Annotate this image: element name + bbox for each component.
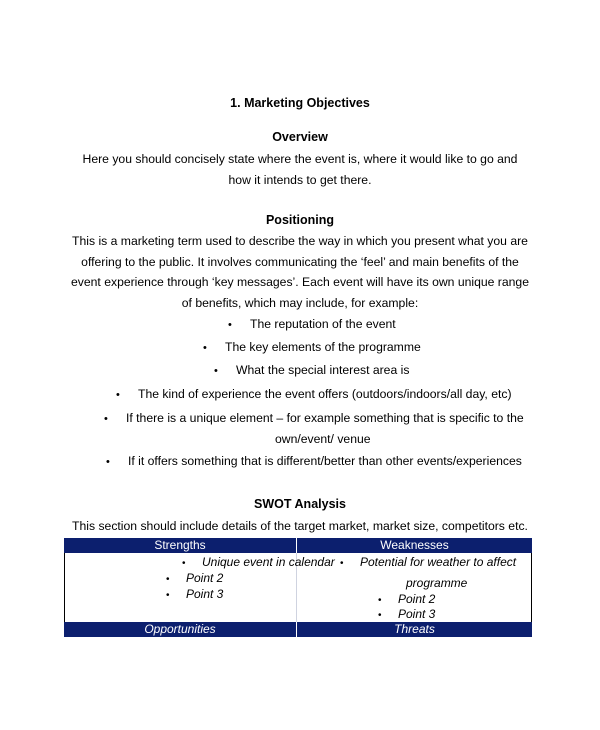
positioning-line: of benefits, which may include, for example: <box>181 295 419 310</box>
weakness-continuation: programme <box>406 576 468 590</box>
bullet-icon: • <box>203 342 207 354</box>
weakness-text: Point 3 <box>398 607 436 621</box>
swot-intro-line: This section should include details of the target market, market size, competitors etc. <box>72 519 528 533</box>
overview-line: how it intends to get there. <box>228 172 372 187</box>
opportunities-header: Opportunities <box>64 622 296 637</box>
list-item <box>378 607 435 621</box>
positioning-line: offering to the public. It involves communicating the ‘feel’ and main benefits of the <box>81 254 519 269</box>
list-item <box>214 363 409 377</box>
section-title: 1. Marketing Objectives <box>230 96 370 110</box>
bullet-icon: • <box>214 365 218 377</box>
swot-heading: SWOT Analysis <box>254 497 346 511</box>
list-item-text: If it offers something that is different/better than other events/experiences <box>128 454 522 468</box>
list-item-text: The reputation of the event <box>250 317 396 331</box>
swot-intro <box>0 516 600 537</box>
overview-line: Here you should concisely state where the event is, where it would like to go and <box>82 152 518 166</box>
overview-paragraph <box>0 149 600 190</box>
list-item <box>203 340 421 354</box>
positioning-line: event experience through ‘key messages’. Each event will have its own unique range <box>71 275 529 289</box>
list-item-continuation: own/event/ venue <box>275 432 371 446</box>
bullet-icon: • <box>228 319 232 331</box>
list-item <box>106 454 522 468</box>
list-item <box>166 587 223 601</box>
list-item <box>378 592 435 606</box>
bullet-icon: • <box>116 389 120 401</box>
positioning-line: This is a marketing term used to describe the way in which you present what you are <box>72 234 528 248</box>
bullet-icon: • <box>166 590 170 601</box>
list-item-text: The kind of experience the event offers (outdoors/indoors/all day, etc) <box>138 387 512 401</box>
list-item-text: If there is a unique element – for example something that is specific to the <box>126 411 524 425</box>
bullet-icon: • <box>182 558 186 569</box>
bullet-icon: • <box>106 456 110 468</box>
list-item-text: The key elements of the programme <box>225 340 421 354</box>
bullet-icon: • <box>104 413 108 425</box>
positioning-heading: Positioning <box>265 213 335 227</box>
threats-header: Threats <box>297 622 532 637</box>
list-item-text: What the special interest area is <box>236 363 410 377</box>
bullet-icon: • <box>378 595 382 606</box>
list-item <box>340 555 516 569</box>
strength-text: Point 3 <box>186 587 224 601</box>
strength-text: Point 2 <box>186 571 224 585</box>
list-item <box>182 555 335 569</box>
weakness-text: Point 2 <box>398 592 436 606</box>
overview-heading: Overview <box>272 130 328 144</box>
weaknesses-header: Weaknesses <box>297 538 532 553</box>
list-item <box>166 571 223 585</box>
weakness-text: Potential for weather to affect <box>360 555 517 569</box>
bullet-icon: • <box>340 558 344 569</box>
list-item <box>104 411 524 425</box>
bullet-icon: • <box>378 610 382 621</box>
positioning-paragraph <box>0 231 600 313</box>
bullet-icon: • <box>166 574 170 585</box>
strengths-header: Strengths <box>64 538 296 553</box>
strength-text: Unique event in calendar <box>202 555 335 569</box>
list-item <box>228 317 396 331</box>
list-item <box>116 387 512 401</box>
swot-table <box>64 538 532 638</box>
